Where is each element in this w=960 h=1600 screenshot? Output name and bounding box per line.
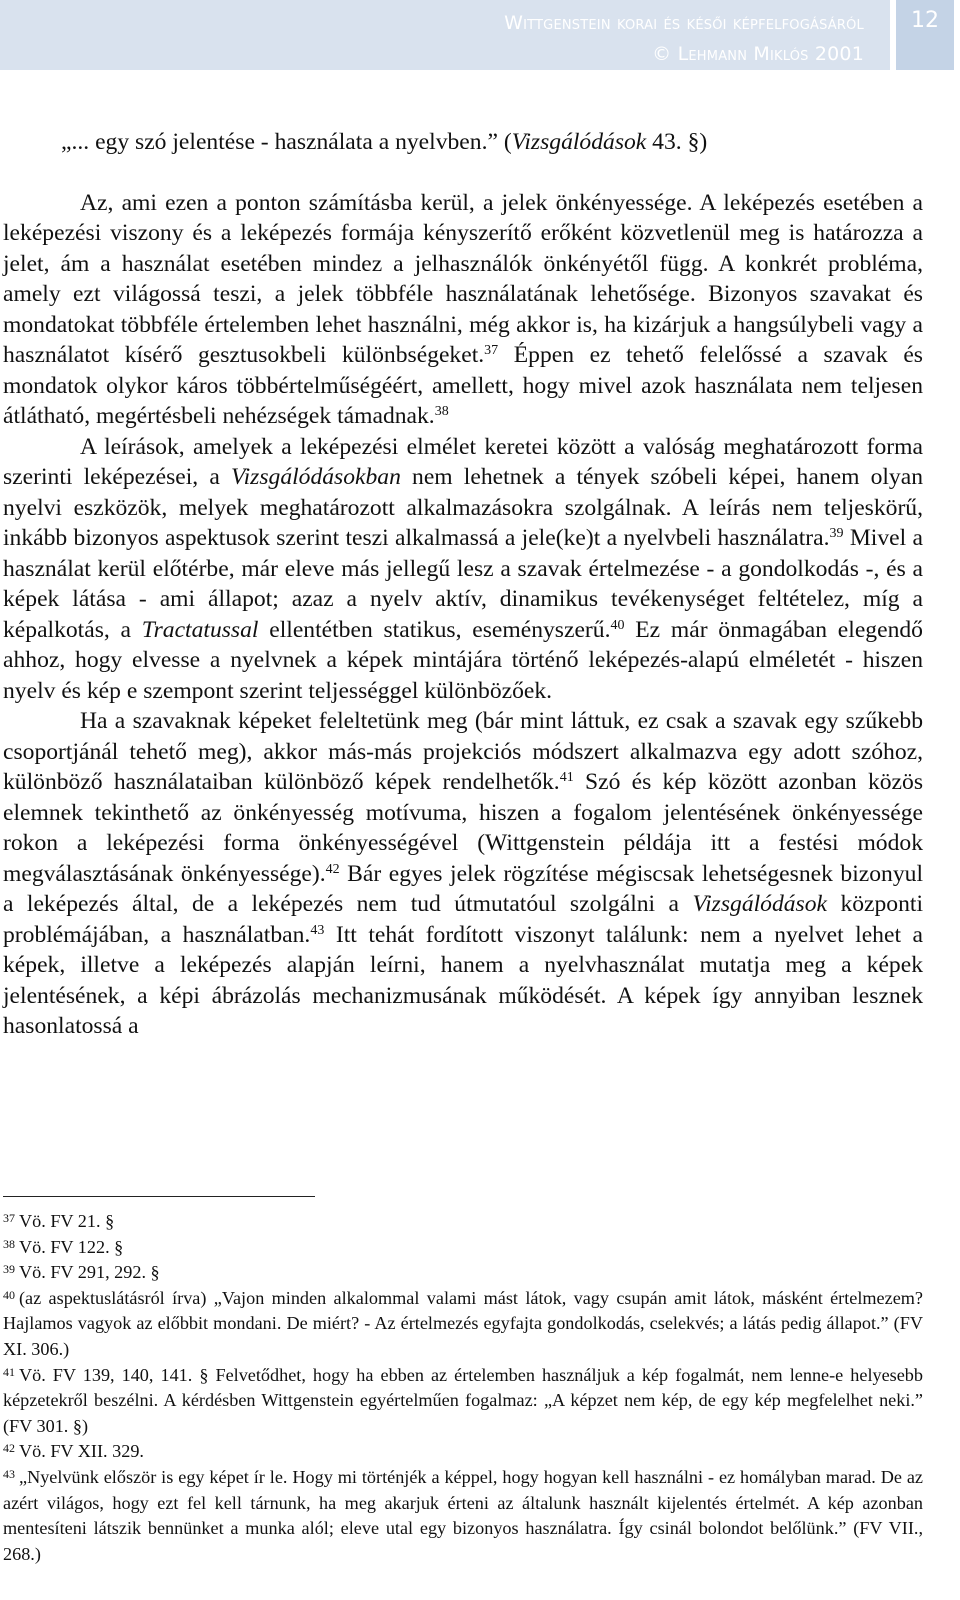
page-header [0, 0, 960, 70]
paragraph-1: Az, ami ezen a ponton számításba kerül, a jelek önkényessége. A leképezés esetében a leképezési viszony és a leképezés formája kényszerítő erőként közvetlenül meg is határozza a jelet, ám a használat esetében mindez a jelhasználók önkényétől függ. A konkrét probléma, amely ezt világossá teszi, a jelek többféle használatának lehetősége. Bizonyos szavakat és mondatokat többféle értelemben lehet használni, még akkor is, ha kizárjuk a hangsúlybeli vagy a használatot kísérő gesztusokbeli különbségeket.$^{37}$ Éppen ez tehető felelőssé a szavak és mondatok olykor káros többértelműségéért, amellett, hogy mivel azok használata nem teljesen átlátható, megértésbeli nehézségek támadnak.$^{38}$ [3, 189, 923, 429]
main-text [3, 127, 923, 1042]
footnote: $^{43}$ „Nyelvünk először is egy képet ír le. Hogy mi történjék a képpel, hogy hogyan kell használni - ez homályban marad. De az azért világos, hogy ezt fel kell tárnunk, ha meg akarjuk érteni az általunk használt kijelentés értelmét. A kép azonban mentesíteni látszik bennünket a munka alól; eleve utal egy bizonyos használatra. Így csinál bolondot belőlünk.” (FV VII., 268.) [3, 1466, 923, 1564]
paragraph-3: Ha a szavaknak képeket feleltetünk meg (bár mint láttuk, ez csak a szavak egy szűkebb csoportjánál tehető meg), akkor más-más projekciós módszert alkalmazva egy adott szóhoz, különböző használataiban különböző képek rendelhetők.$^{41}$ Szó és kép között azonban közös elemnek tekinthető az önkényesség motívuma, hiszen a fogalom jelentésének önkényessége rokon a leképezési forma önkényességével (Wittgenstein példája itt a festési módok megválasztásának önkényessége).$^{42}$ Bár egyes jelek rögzítése mégiscsak lehetségesnek bizonyul a leképezés által, de a leképezés nem tud útmutatóul szolgálni a Vizsgálódások központi problémájában, a használatban.$^{43}$ Itt tehát fordított viszonyt találunk: nem a nyelvet lehet a képek, illetve a leképezés alapján leírni, hanem a nyelvhasználat mutatja meg a képek jelentésének, a képi ábrázolás mechanizmusának működését. A képek így annyiban lesznek hasonlatossá a [3, 708, 924, 1039]
footnote-ref[interactable]: 42 [325, 861, 340, 877]
footnote-ref[interactable]: 40 [610, 617, 625, 633]
footnote-ref[interactable]: 37 [484, 343, 499, 358]
footnote-ref[interactable]: 43 [310, 922, 325, 938]
footnote: $^{37}$ Vö. FV 21. § [3, 1211, 115, 1231]
footnote: $^{38}$ Vö. FV 122. § [3, 1236, 124, 1257]
footnote-ref[interactable]: 39 [829, 526, 844, 541]
footnote: $^{41}$ Vö. FV 139, 140, 141. § Felvetődhet, hogy ha ebben az értelemben használjuk a kép fogalmát, nem lenne-e helyesebb képzetekről beszélni. A kérdésben Wittgenstein egyértelműen fogalmaz: „A képzet nem kép, de egy kép megfelelhet neki.” (FV 301. §) [3, 1364, 923, 1436]
footnote-ref[interactable]: 41 [559, 770, 574, 785]
book-title: Wittgenstein korai és késői képfelfogásáról [504, 12, 864, 34]
footnote-separator [3, 1196, 315, 1197]
footnote: $^{40}$ (az aspektuslátásról írva) „Vajon minden alkalommal valami mást látok, vagy csupán amit látok, másként értelmezem? Hajlamos vagyok az előbbit mondani. De miért? - Az értelmezés egyfajta gondolkodás, cselekvés; a látás pedig állapot.” (FV XI. 306.) [3, 1287, 923, 1359]
footnote: $^{42}$ Vö. FV XII. 329. [3, 1441, 144, 1462]
quote-paragraph: „... egy szó jelentése - használata a nyelvben.” (Vizsgálódások 43. §) [61, 129, 708, 155]
copyright-line: © Lehmann Miklós 2001 [652, 43, 864, 65]
paragraph-2: A leírások, amelyek a leképezési elmélet keretei között a valóság meghatározott forma szerinti leképezései, a Vizsgálódásokban nem lehetnek a tények szóbeli képei, hanem olyan nyelvi eszközök, melyek meghatározott alkalmazásokra szolgálnak. A leírás nem teljeskörű, inkább bizonyos aspektusok szerint teszi alkalmassá a jele(ke)t a nyelvbeli használatra.$^{39}$ Mivel a használat kerül előtérbe, már eleve más jellegű lesz a szavak értelmezése - a gondolkodás -, és a képek látása - ami állapot; azaz a nyelv aktív, dinamikus tevékenységet feltételez, míg a képalkotás, a Tractatussal ellentétben statikus, eseményszerű.$^{40}$ Ez már önmagában elegendő ahhoz, hogy elvesse a nyelvnek a képek mintájára történő leképezés-alapú elméletét - hiszen nyelv és kép e szempont szerint teljességgel különbözőek. [3, 433, 923, 704]
footnotes [3, 1209, 923, 1567]
page-number: 12 [911, 8, 939, 33]
running-title [504, 8, 864, 70]
footnote: $^{39}$ Vö. FV 291, 292. § [3, 1262, 160, 1283]
footnote-ref[interactable]: 38 [434, 404, 449, 419]
